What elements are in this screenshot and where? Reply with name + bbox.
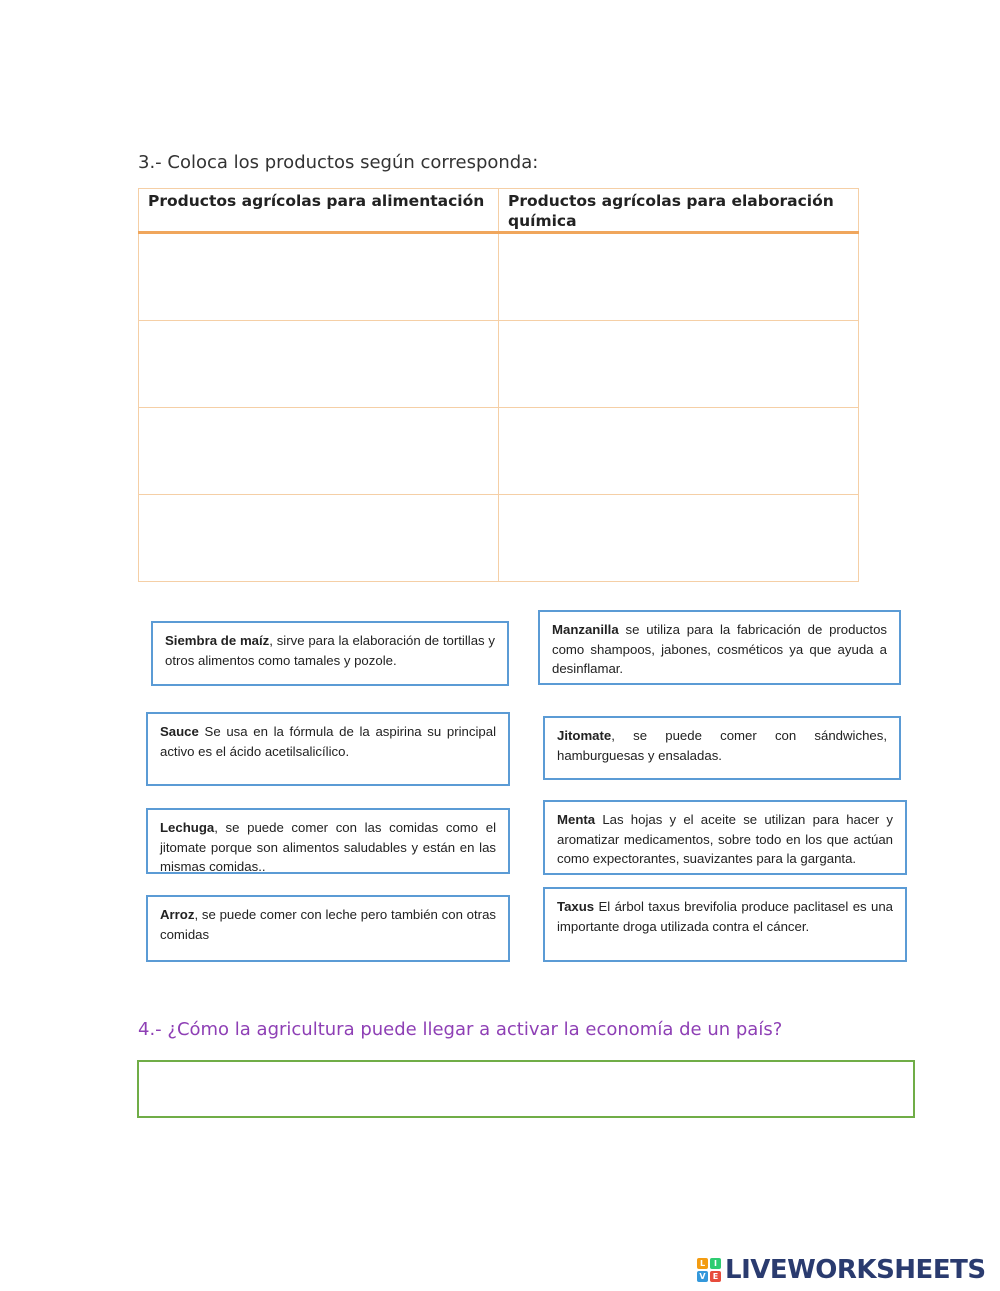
draggable-card-taxus[interactable]	[543, 887, 907, 962]
draggable-card-menta[interactable]	[543, 800, 907, 875]
drop-cell-food-3[interactable]	[139, 408, 499, 495]
drop-cell-chemical-1[interactable]	[499, 233, 859, 321]
drop-cell-chemical-3[interactable]	[499, 408, 859, 495]
sorting-table	[138, 188, 859, 582]
logo-tile-e: E	[710, 1271, 721, 1282]
drop-cell-food-1[interactable]	[139, 233, 499, 321]
draggable-card-jitomate[interactable]	[543, 716, 901, 780]
answer-input-box[interactable]	[137, 1060, 915, 1118]
card-text: Se usa en la fórmula de la aspirina su principal activo es el ácido acetilsalicílico.	[160, 724, 496, 759]
card-text: , se puede comer con leche pero también con otras comidas	[160, 907, 496, 942]
drop-cell-chemical-2[interactable]	[499, 321, 859, 408]
card-term: Menta	[557, 812, 596, 827]
exercise-4-heading: 4.- ¿Cómo la agricultura puede llegar a activar la economía de un país?	[138, 1019, 783, 1040]
draggable-card-sauce[interactable]	[146, 712, 510, 786]
card-term: Siembra de maíz	[165, 633, 270, 648]
draggable-card-maiz[interactable]	[151, 621, 509, 686]
logo-tile-v: V	[697, 1271, 708, 1282]
card-term: Lechuga	[160, 820, 215, 835]
liveworksheets-logo	[697, 1255, 986, 1285]
card-term: Taxus	[557, 899, 595, 914]
draggable-card-arroz[interactable]	[146, 895, 510, 962]
card-text: , se puede comer con las comidas como el jitomate porque son alimentos saludables y están en las mismas comidas..	[160, 820, 496, 874]
card-term: Manzanilla	[552, 622, 619, 637]
card-term: Jitomate	[557, 728, 612, 743]
card-text: se utiliza para la fabricación de productos como shampoos, jabones, cosméticos ya que ayuda a desinflamar.	[552, 622, 887, 676]
draggable-card-manzanilla[interactable]	[538, 610, 901, 685]
logo-tile-l: L	[697, 1258, 708, 1269]
card-text: , se puede comer con sándwiches, hamburguesas y ensaladas.	[557, 728, 887, 763]
column-header-food: Productos agrícolas para alimentación	[139, 189, 499, 233]
drop-cell-food-4[interactable]	[139, 495, 499, 582]
card-term: Sauce	[160, 724, 199, 739]
card-text: , sirve para la elaboración de tortillas y otros alimentos como tamales y pozole.	[165, 633, 496, 668]
card-term: Arroz	[160, 907, 195, 922]
draggable-card-lechuga[interactable]	[146, 808, 510, 874]
brand-name: LIVEWORKSHEETS	[725, 1255, 986, 1285]
drop-cell-food-2[interactable]	[139, 321, 499, 408]
drop-cell-chemical-4[interactable]	[499, 495, 859, 582]
brand-logo-icon	[697, 1258, 721, 1282]
logo-tile-i: I	[710, 1258, 721, 1269]
exercise-3-heading: 3.- Coloca los productos según corresponda:	[138, 152, 539, 173]
card-text: El árbol taxus brevifolia produce paclitasel es una importante droga utilizada contra el cáncer.	[557, 899, 893, 934]
column-header-chemical: Productos agrícolas para elaboración química	[499, 189, 859, 233]
card-text: Las hojas y el aceite se utilizan para hacer y aromatizar medicamentos, sobre todo en los que actúan como expectorantes, suavizantes para la garganta.	[557, 812, 893, 866]
